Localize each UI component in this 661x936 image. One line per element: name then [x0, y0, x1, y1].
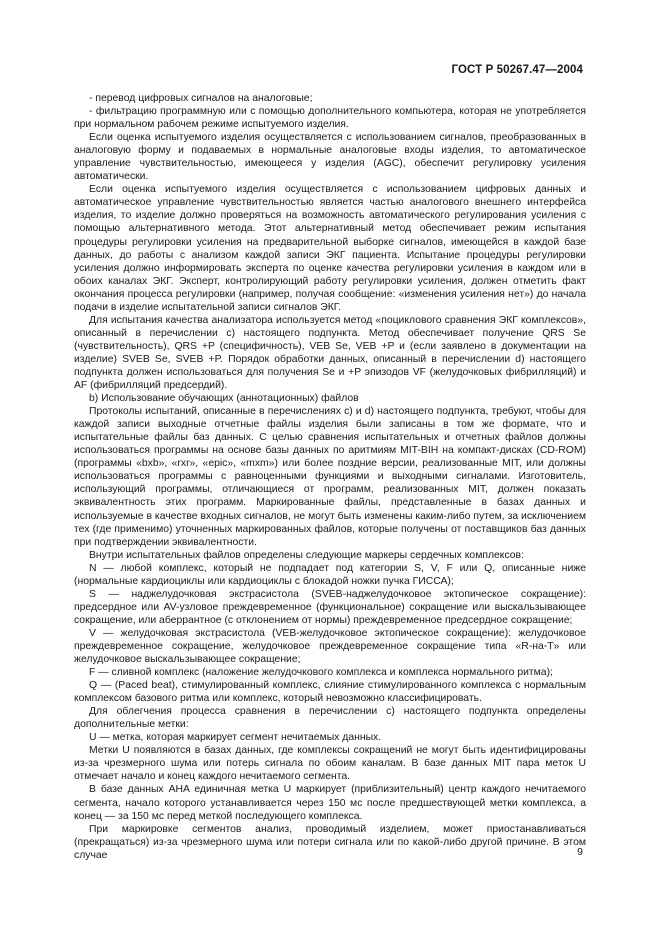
paragraph-16: Метки U появляются в базах данных, где комплексы сокращений не могут быть идентифицированы из-за чрезмерного шума или потерь сигнала по обоим каналам. В базе данных MIT пара меток U отмечает начало и конец каждого нечитаемого сегмента. — [74, 745, 586, 783]
paragraph-2: - фильтрацию программную или с помощью дополнительного компьютера, которая не употребляется при нормальном рабочем режиме испытуемого изделия. — [74, 106, 586, 131]
paragraph-3: Если оценка испытуемого изделия осуществляется с использованием сигналов, преобразованных в аналоговую форму и подаваемых в нормальные аналоговые входы изделия, то автоматическое управление чувствительностью, имеющееся у изделия (AGC), обеспечит регулировку усиления автоматически. — [74, 132, 586, 183]
section-heading-b: b) Использование обучающих (аннотационных) файлов — [89, 393, 359, 405]
paragraph-5: Для испытания качества анализатора используется метод «поциклового сравнения ЭКГ комплексов», описанный в перечислении с) настоящего подпункта. Метод обеспечивает получение QRS Se (чувствительность), QRS +P (специфичность), VEB Se, VEB +P и (если заявлено в документации на изделие) SVEB Se, SVEB +P. Порядок обработки данных, описанный в перечислении d) настоящего подпункта должен использоваться для получения Se и +P эпизодов VF (желудочковых фибрилляций) и AF (фибрилляций предсердий). — [74, 314, 586, 392]
document-body — [74, 92, 586, 862]
paragraph-14: Для облегчения процесса сравнения в перечислении с) настоящего подпункта определены дополнительные метки: — [74, 706, 586, 731]
paragraph-8: Внутри испытательных файлов определены следующие маркеры сердечных комплексов: — [89, 549, 524, 561]
marker-f: F — сливной комплекс (наложение желудочкового комплекса и комплекса нормального ритма); — [89, 667, 553, 679]
marker-u: U — метка, которая маркирует сегмент нечитаемых данных. — [89, 732, 382, 744]
paragraph-18: При маркировке сегментов анализ, проводимый изделием, может приостанавливаться (прекращаться) из-за чрезмерного шума или потери сигнала или по какой-либо другой причине. В этом случае — [74, 823, 586, 861]
paragraph-7: Протоколы испытаний, описанные в перечислениях с) и d) настоящего подпункта, требуют, чтобы для каждой записи выходные отчетные файлы изделия были записаны в том же формате, что и испытательные файлы баз данных. С целью сравнения испытательных и отчетных файлов должны использоваться программы на основе базы данных по аритмиям MIT-BIH на компакт-дисках (CD-ROM) (программы «bxb», «rxr», «epic», «mxm») или более поздние версии, реализованные MIT, или должны использоваться программы с равноценными функциями и выходными сигналами. Изготовитель, использующий программы, отличающиеся от программ, реализованных MIT, должен показать эквивалентность этих программ. Маркированные файлы, представленные в базах данных и используемые в качестве входных сигналов, не могут быть изменены каким-либо путем, за исключением тех (где применимо) уточненных маркированных файлов, которые получены от поставщиков баз данных при подтверждении эквивалентности. — [74, 406, 586, 548]
page-number: 9 — [577, 846, 583, 858]
marker-n: N — любой комплекс, который не подпадает под категории S, V, F или Q, описанные ниже (нормальные кардиоциклы или кардиоциклы с блокадой ножки пучка ГИССА); — [74, 562, 586, 587]
paragraph-4: Если оценка испытуемого изделия осуществляется с использованием цифровых данных и автоматическое управление чувствительностью является частью аналогового внешнего интерфейса изделия, то изделие должно проверяться на возможность автоматического регулирования усиления с помощью альтернативного метода. Этот альтернативный метод обеспечивает режим испытания процедуры регулировки усиления на предварительной выборке сигналов, имеющейся в каждой базе данных, до работы с анализом каждой записи ЭКГ пациента. Испытание процедуры регулировки усиления должно информировать эксперта по оценке качества регулировки усиления в каждом или в обоих каналах ЭКГ. Эксперт, контролирующий работу регулировки усиления, должен отметить факт окончания процесса регулировки (например, получая сообщение: «изменения усиления нет») до начала подачи в изделие испытательной записи сигналов ЭКГ. — [74, 184, 586, 313]
marker-q: Q — (Paced beat), стимулированный комплекс, слияние стимулированного комплекса с нормальным комплексом базового ритма или комплекс, который невозможно классифицировать. — [74, 680, 586, 705]
marker-s: S — наджелудочковая экстрасистола (SVEB-наджелудочковое эктопическое сокращение): предсердное или AV-узловое преждевременное (функциональное) сокращение или выскальзывающее сокращение, или аберрантное (с отклонением от нормы) преждевременное предсердное сокращение; — [74, 588, 586, 626]
paragraph-17: В базе данных AHA единичная метка U маркирует (приблизительный) центр каждого нечитаемого сегмента, начало которого устанавливается через 150 мс после предшествующей метки комплекса, а конец — за 150 мс перед меткой последующего комплекса. — [74, 784, 586, 822]
paragraph-1: - перевод цифровых сигналов на аналоговые; — [89, 93, 313, 104]
document-header: ГОСТ Р 50267.47—2004 — [451, 64, 583, 76]
marker-v: V — желудочковая экстрасистола (VEB-желудочковое эктопическое сокращение): желудочковое преждевременное сокращение, желудочковое преждевременное сокращение типа «R-на-T» или желудочковое выскальзывающее сокращение; — [74, 627, 586, 666]
